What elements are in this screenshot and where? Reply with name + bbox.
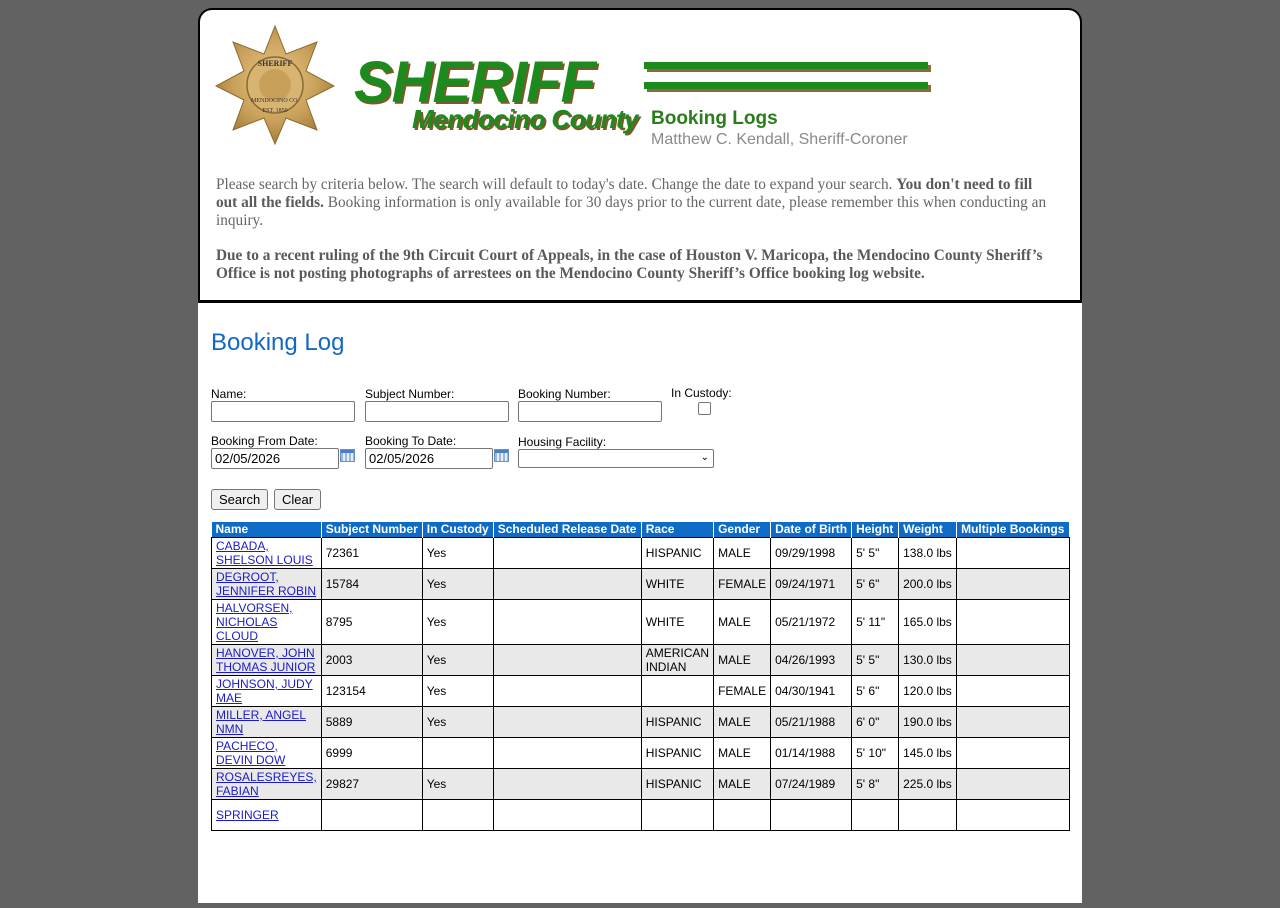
cell-dob: 05/21/1988 (771, 707, 852, 738)
cell-gender (714, 800, 771, 831)
cell-height: 5' 10" (852, 738, 899, 769)
cell-multiple (957, 600, 1070, 645)
cell-multiple (957, 769, 1070, 800)
cell-name (212, 600, 322, 645)
housing-facility-label: Housing Facility: (518, 435, 607, 449)
name-link[interactable]: HANOVER, JOHN THOMAS JUNIOR (216, 646, 316, 674)
table-row (212, 769, 1070, 800)
cell-height: 5' 5" (852, 645, 899, 676)
cell-gender: MALE (714, 738, 771, 769)
table-row (212, 645, 1070, 676)
name-link[interactable]: PACHECO, DEVIN DOW (216, 739, 286, 767)
cell-weight: 130.0 lbs (899, 645, 957, 676)
name-link[interactable]: MILLER, ANGEL NMN (216, 708, 307, 736)
page-title: Booking Log (211, 329, 345, 356)
cell-release (493, 569, 641, 600)
name-link[interactable]: HALVORSEN, NICHOLAS CLOUD (216, 601, 293, 643)
notice-paragraph-1: Please search by criteria below. The search will default to today's date. Change the date to expand your search. You don't need to fill out all the fields. Booking information is only available for 30 days prior to the current date, please remember this when conducting an inquiry. (216, 176, 1047, 229)
cell-multiple (957, 738, 1070, 769)
subject-number-field (365, 387, 509, 422)
cell-dob (771, 800, 852, 831)
cell-name (212, 800, 322, 831)
cell-gender: FEMALE (714, 569, 771, 600)
cell-race: WHITE (641, 600, 713, 645)
cell-height: 5' 11" (852, 600, 899, 645)
name-link[interactable]: DEGROOT, JENNIFER ROBIN (216, 570, 317, 598)
svg-text:EST. 1850: EST. 1850 (262, 108, 288, 114)
cell-name (212, 769, 322, 800)
search-button[interactable]: Search (211, 489, 268, 510)
banner-county: Mendocino County (412, 104, 638, 134)
cell-race: HISPANIC (641, 769, 713, 800)
booking-table (211, 522, 1070, 831)
cell-custody: Yes (422, 538, 493, 569)
name-link[interactable]: SPRINGER (216, 808, 279, 822)
cell-subject: 72361 (321, 538, 422, 569)
banner (214, 24, 934, 148)
main-content (198, 303, 1082, 903)
cell-name (212, 738, 322, 769)
table-row (212, 800, 1070, 831)
name-field (211, 387, 355, 422)
cell-multiple (957, 645, 1070, 676)
cell-custody: Yes (422, 645, 493, 676)
cell-subject: 6999 (321, 738, 422, 769)
subject-number-label: Subject Number: (365, 387, 455, 401)
cell-subject (321, 800, 422, 831)
table-row (212, 676, 1070, 707)
banner-stripe (644, 62, 928, 69)
booking-number-input[interactable] (518, 401, 662, 422)
name-input[interactable] (211, 401, 355, 422)
cell-dob: 09/29/1998 (771, 538, 852, 569)
clear-button[interactable]: Clear (274, 489, 321, 510)
housing-facility-field (518, 435, 714, 468)
name-link[interactable]: CABADA, SHELSON LOUIS (216, 539, 313, 567)
calendar-icon[interactable] (494, 449, 509, 462)
cell-name (212, 707, 322, 738)
cell-dob: 04/30/1941 (771, 676, 852, 707)
cell-weight: 120.0 lbs (899, 676, 957, 707)
cell-gender: MALE (714, 645, 771, 676)
subject-number-input[interactable] (365, 401, 509, 422)
cell-custody: Yes (422, 769, 493, 800)
table-row (212, 707, 1070, 738)
cell-race: HISPANIC (641, 738, 713, 769)
in-custody-checkbox[interactable] (698, 402, 711, 415)
booking-number-label: Booking Number: (518, 387, 611, 401)
cell-height (852, 800, 899, 831)
cell-height: 5' 6" (852, 569, 899, 600)
from-date-input[interactable] (211, 448, 339, 469)
column-header-height[interactable]: Height (852, 522, 899, 538)
table-row (212, 738, 1070, 769)
cell-weight: 225.0 lbs (899, 769, 957, 800)
table-row (212, 569, 1070, 600)
housing-facility-select[interactable] (518, 449, 714, 468)
cell-custody (422, 800, 493, 831)
column-header-in-custody[interactable]: In Custody (422, 522, 493, 538)
notice-paragraph-2: Due to a recent ruling of the 9th Circuit Court of Appeals, in the case of Houston V. Maricopa, the Mendocino County Sheriff’s Office is not posting photographs of arrestees on the Mendocino County Sheriff’s Office booking log website. (216, 247, 1043, 282)
cell-subject: 123154 (321, 676, 422, 707)
column-header-multiple-bookings[interactable]: Multiple Bookings (957, 522, 1070, 538)
cell-gender: MALE (714, 769, 771, 800)
column-header-dob[interactable]: Date of Birth (771, 522, 852, 538)
from-date-label: Booking From Date: (211, 434, 318, 448)
cell-subject: 15784 (321, 569, 422, 600)
cell-height: 6' 0" (852, 707, 899, 738)
to-date-label: Booking To Date: (365, 434, 457, 448)
cell-dob: 04/26/1993 (771, 645, 852, 676)
banner-stripe (644, 82, 928, 89)
cell-race: HISPANIC (641, 707, 713, 738)
cell-subject: 2003 (321, 645, 422, 676)
cell-multiple (957, 676, 1070, 707)
to-date-input[interactable] (365, 448, 493, 469)
column-header-release-date[interactable]: Scheduled Release Date (493, 522, 641, 538)
column-header-gender[interactable]: Gender (714, 522, 771, 538)
cell-dob: 05/21/1972 (771, 600, 852, 645)
cell-weight: 138.0 lbs (899, 538, 957, 569)
cell-release (493, 538, 641, 569)
notice (216, 176, 1056, 300)
in-custody-field (671, 386, 741, 400)
cell-release (493, 769, 641, 800)
svg-text:MENDOCINO CO.: MENDOCINO CO. (251, 98, 299, 104)
page (198, 8, 1082, 908)
cell-release (493, 707, 641, 738)
header-card (198, 8, 1082, 303)
cell-gender: MALE (714, 707, 771, 738)
cell-weight: 200.0 lbs (899, 569, 957, 600)
cell-weight (899, 800, 957, 831)
cell-multiple (957, 569, 1070, 600)
calendar-icon[interactable] (340, 449, 355, 462)
cell-dob: 01/14/1988 (771, 738, 852, 769)
booking-number-field (518, 387, 662, 422)
name-label: Name: (211, 387, 247, 401)
cell-name (212, 569, 322, 600)
to-date-field (365, 434, 493, 469)
cell-race: WHITE (641, 569, 713, 600)
section-title: Booking Logs (651, 108, 778, 129)
cell-name (212, 645, 322, 676)
cell-custody (422, 738, 493, 769)
cell-weight: 165.0 lbs (899, 600, 957, 645)
cell-weight: 190.0 lbs (899, 707, 957, 738)
cell-release (493, 645, 641, 676)
cell-name (212, 676, 322, 707)
cell-height: 5' 8" (852, 769, 899, 800)
name-link[interactable]: ROSALESREYES, FABIAN (216, 770, 317, 798)
cell-multiple (957, 538, 1070, 569)
cell-gender: FEMALE (714, 676, 771, 707)
column-header-race[interactable]: Race (641, 522, 713, 538)
cell-subject: 5889 (321, 707, 422, 738)
from-date-field (211, 434, 339, 469)
in-custody-label: In Custody: (671, 386, 732, 400)
cell-subject: 8795 (321, 600, 422, 645)
cell-custody: Yes (422, 676, 493, 707)
cell-height: 5' 5" (852, 538, 899, 569)
cell-multiple (957, 707, 1070, 738)
column-header-name[interactable]: Name (212, 522, 322, 538)
sheriff-badge-icon (214, 24, 336, 146)
banner-title: SHERIFF (354, 50, 596, 115)
cell-multiple (957, 800, 1070, 831)
cell-height: 5' 6" (852, 676, 899, 707)
cell-dob: 07/24/1989 (771, 769, 852, 800)
sheriff-name: Matthew C. Kendall, Sheriff-Coroner (651, 131, 908, 148)
cell-subject: 29827 (321, 769, 422, 800)
cell-dob: 09/24/1971 (771, 569, 852, 600)
cell-release (493, 800, 641, 831)
chevron-down-icon: ⌄ (700, 452, 709, 463)
svg-text:SHERIFF: SHERIFF (257, 59, 293, 68)
name-link[interactable]: JOHNSON, JUDY MAE (216, 677, 313, 705)
cell-custody: Yes (422, 707, 493, 738)
cell-name (212, 538, 322, 569)
cell-custody: Yes (422, 600, 493, 645)
table-row (212, 538, 1070, 569)
cell-release (493, 738, 641, 769)
cell-custody: Yes (422, 569, 493, 600)
cell-race: HISPANIC (641, 538, 713, 569)
column-header-subject-number[interactable]: Subject Number (321, 522, 422, 538)
cell-gender: MALE (714, 600, 771, 645)
cell-race (641, 676, 713, 707)
column-header-weight[interactable]: Weight (899, 522, 957, 538)
cell-race (641, 800, 713, 831)
cell-gender: MALE (714, 538, 771, 569)
cell-weight: 145.0 lbs (899, 738, 957, 769)
cell-release (493, 600, 641, 645)
cell-race: AMERICAN INDIAN (641, 645, 713, 676)
table-row (212, 600, 1070, 645)
table-header-row (212, 522, 1070, 538)
cell-release (493, 676, 641, 707)
